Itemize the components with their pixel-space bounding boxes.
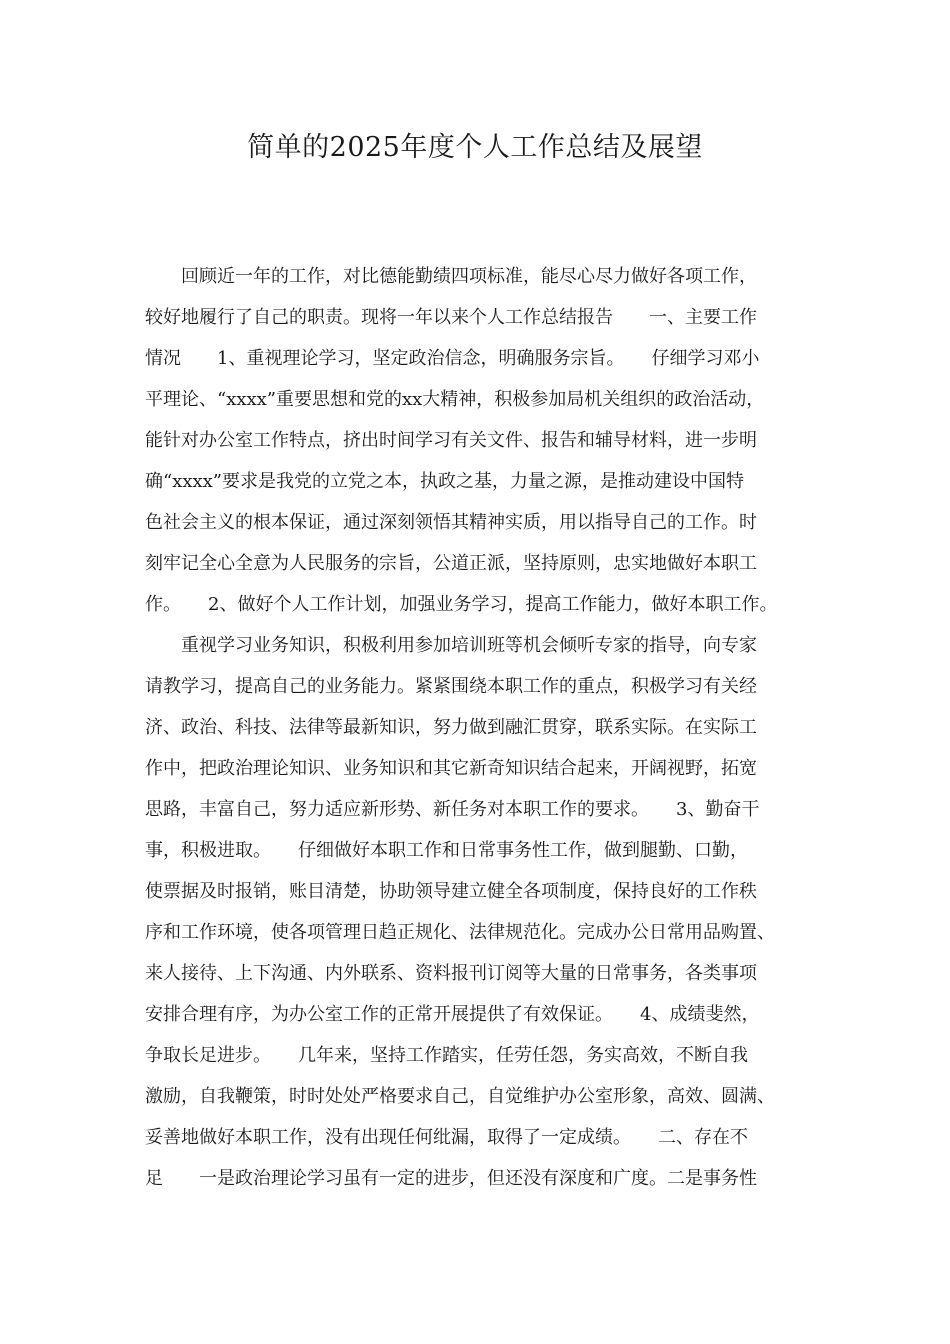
body-line: 请教学习，提高自己的业务能力。紧紧围绕本职工作的重点，积极学习有关经 — [145, 676, 757, 697]
body-line: 情况 1、重视理论学习，坚定政治信念，明确服务宗旨。 仔细学习邓小 — [145, 348, 760, 369]
body-line: 妥善地做好本职工作，没有出现任何纰漏，取得了一定成绩。 二、存在不 — [145, 1127, 748, 1148]
body-line: 使票据及时报销，账目清楚，协助领导建立健全各项制度，保持良好的工作秩 — [145, 881, 757, 902]
body-line: 能针对办公室工作特点，挤出时间学习有关文件、报告和辅导材料，进一步明 — [145, 430, 757, 451]
body-line: 事，积极进取。 仔细做好本职工作和日常事务性工作，做到腿勤、口勤， — [145, 840, 748, 861]
body-line: 激励，自我鞭策，时时处处严格要求自己，自觉维护办公室形象，高效、圆满、 — [145, 1086, 775, 1107]
body-line: 济、政治、科技、法律等最新知识，努力做到融汇贯穿，联系实际。在实际工 — [145, 717, 757, 738]
body-line: 思路，丰富自己，努力适应新形势、新任务对本职工作的要求。 3、勤奋干 — [145, 799, 760, 820]
body-line: 来人接待、上下沟通、内外联系、资料报刊订阅等大量的日常事务，各类事项 — [145, 963, 757, 984]
body-line: 足 一是政治理论学习虽有一定的进步，但还没有深度和广度。二是事务性 — [145, 1168, 757, 1189]
body-line: 安排合理有序，为办公室工作的正常开展提供了有效保证。 4、成绩斐然， — [145, 1004, 760, 1025]
document-body — [145, 256, 825, 1199]
document-title: 简单的2025年度个人工作总结及展望 — [247, 132, 703, 163]
body-line: 序和工作环境，使各项管理日趋正规化、法律规范化。完成办公日常用品购置、 — [145, 922, 775, 943]
body-line: 重视学习业务知识，积极利用参加培训班等机会倾听专家的指导，向专家 — [145, 635, 757, 656]
body-line: 确“xxxx”要求是我党的立党之本，执政之基，力量之源，是推动建设中国特 — [145, 471, 745, 492]
body-line: 作中，把政治理论知识、业务知识和其它新奇知识结合起来，开阔视野，拓宽 — [145, 758, 757, 779]
body-line: 回顾近一年的工作，对比德能勤绩四项标准，能尽心尽力做好各项工作， — [145, 266, 757, 287]
body-line: 作。 2、做好个人工作计划，加强业务学习，提高工作能力，做好本职工作。 — [145, 594, 778, 615]
body-line: 刻牢记全心全意为人民服务的宗旨，公道正派，坚持原则，忠实地做好本职工 — [145, 553, 757, 574]
body-line: 色社会主义的根本保证，通过深刻领悟其精神实质，用以指导自己的工作。时 — [145, 512, 757, 533]
body-line: 争取长足进步。 几年来，坚持工作踏实，任劳任怨，务实高效，不断自我 — [145, 1045, 748, 1066]
body-line: 平理论、“xxxx”重要思想和党的xx大精神，积极参加局机关组织的政治活动， — [145, 389, 765, 410]
body-line: 较好地履行了自己的职责。现将一年以来个人工作总结报告 一、主要工作 — [145, 307, 757, 328]
